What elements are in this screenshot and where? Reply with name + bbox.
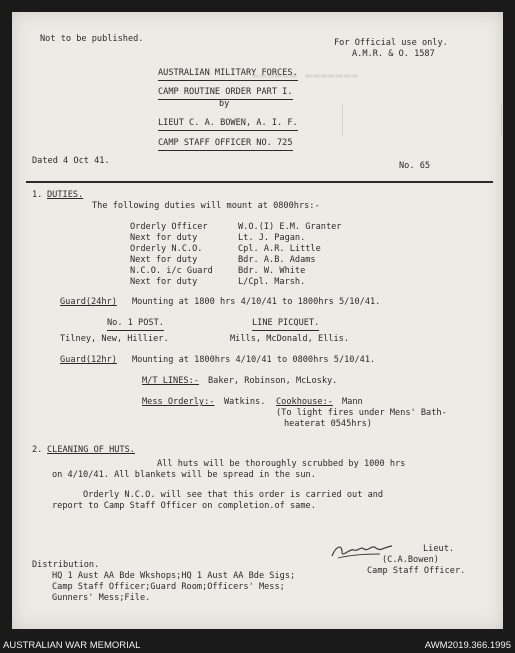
faint-letterhead-watermark: ▬▬▬▬▬▬ ▬▬▬▬▬▬▬ bbox=[252, 69, 359, 82]
signature-title: Camp Staff Officer. bbox=[367, 566, 466, 576]
cleaning-line-1: All huts will be thoroughly scrubbed by 1000 hrs bbox=[157, 459, 406, 469]
roster-name: Cpl. A.R. Little bbox=[238, 244, 321, 254]
roster-role: Next for duty bbox=[130, 255, 198, 265]
signature-name: (C.A.Bowen) bbox=[382, 555, 439, 565]
section-2-heading: CLEANING OF HUTS. bbox=[47, 445, 135, 455]
cookhouse-label: Cookhouse:- bbox=[276, 397, 333, 407]
guard-12hr-text: Mounting at 1800hrs 4/10/41 to 0800hrs 5/10/41. bbox=[132, 355, 376, 365]
guard-12hr-label: Guard(12hr) bbox=[60, 355, 117, 365]
signature-rank: Lieut. bbox=[423, 544, 455, 554]
guard-24hr-text: Mounting at 1800 hrs 4/10/41 to 1800hrs 5/10/41. bbox=[132, 297, 381, 307]
distribution-line-1: HQ 1 Aust AA Bde Wkshops;HQ 1 Aust AA Bde Sigs; bbox=[52, 571, 296, 581]
section-1-number: 1. bbox=[32, 190, 43, 200]
forces-title: AUSTRALIAN MILITARY FORCES. bbox=[158, 68, 298, 81]
cookhouse-name: Mann bbox=[342, 397, 363, 407]
duties-intro: The following duties will mount at 0800hrs:- bbox=[92, 201, 320, 211]
roster-role: Next for duty bbox=[130, 277, 198, 287]
date-line: Dated 4 Oct 41. bbox=[32, 156, 110, 166]
by-label: by bbox=[219, 99, 230, 109]
roster-role: Orderly Officer bbox=[130, 222, 208, 232]
roster-role: N.C.O. i/c Guard bbox=[130, 266, 213, 276]
cookhouse-note-1: (To light fires under Mens' Bath- bbox=[276, 408, 447, 418]
roster-role: Orderly N.C.O. bbox=[130, 244, 203, 254]
guard-24hr-label: Guard(24hr) bbox=[60, 297, 117, 307]
horizontal-rule bbox=[26, 181, 493, 183]
post-heading: No. 1 POST. bbox=[107, 318, 164, 331]
picquet-names: Mills, McDonald, Ellis. bbox=[230, 334, 349, 344]
faint-letterhead-frame bbox=[342, 104, 502, 136]
picquet-heading: LINE PICQUET. bbox=[252, 318, 319, 331]
section-2-number: 2. bbox=[32, 445, 43, 455]
archive-footer bbox=[0, 640, 515, 653]
mt-lines-label: M/T LINES:- bbox=[142, 376, 199, 386]
cookhouse-note-2: heaterat 0545hrs) bbox=[284, 419, 372, 429]
cleaning-line-4: report to Camp Staff Officer on completion.of same. bbox=[52, 501, 316, 511]
cleaning-line-3: Orderly N.C.O. will see that this order is carried out and bbox=[83, 490, 384, 500]
section-1-heading: DUTIES. bbox=[47, 190, 84, 200]
roster-name: Bdr. A.B. Adams bbox=[238, 255, 316, 265]
cleaning-line-2: on 4/10/41. All blankets will be spread in the sun. bbox=[52, 470, 316, 480]
mess-orderly-name: Watkins. bbox=[224, 397, 266, 407]
archive-name: AUSTRALIAN WAR MEMORIAL bbox=[3, 640, 141, 651]
officer-position: CAMP STAFF OFFICER NO. 725 bbox=[158, 138, 293, 151]
distribution-line-3: Gunners' Mess;File. bbox=[52, 593, 151, 603]
order-title: CAMP ROUTINE ORDER PART I. bbox=[158, 87, 293, 100]
order-number: No. 65 bbox=[399, 161, 431, 171]
form-reference: A.M.R. & O. 1587 bbox=[352, 49, 435, 59]
not-published-note: Not to be published. bbox=[40, 34, 144, 44]
official-use-note: For Official use only. bbox=[334, 38, 448, 48]
roster-role: Next for duty bbox=[130, 233, 198, 243]
distribution-line-2: Camp Staff Officer;Guard Room;Officers' Mess; bbox=[52, 582, 285, 592]
mess-orderly-label: Mess Orderly:- bbox=[142, 397, 215, 407]
mt-lines-names: Baker, Robinson, McLosky. bbox=[208, 376, 338, 386]
officer-name: LIEUT C. A. BOWEN, A. I. F. bbox=[158, 118, 298, 131]
roster-name: Lt. J. Pagan. bbox=[238, 233, 306, 243]
roster-name: L/Cpl. Marsh. bbox=[238, 277, 306, 287]
post-names: Tilney, New, Hillier. bbox=[60, 334, 169, 344]
roster-name: Bdr. W. White bbox=[238, 266, 306, 276]
document-page bbox=[12, 12, 503, 629]
roster-name: W.O.(I) E.M. Granter bbox=[238, 222, 342, 232]
archive-reference: AWM2019.366.1995 bbox=[424, 640, 511, 651]
distribution-label: Distribution. bbox=[32, 560, 100, 570]
